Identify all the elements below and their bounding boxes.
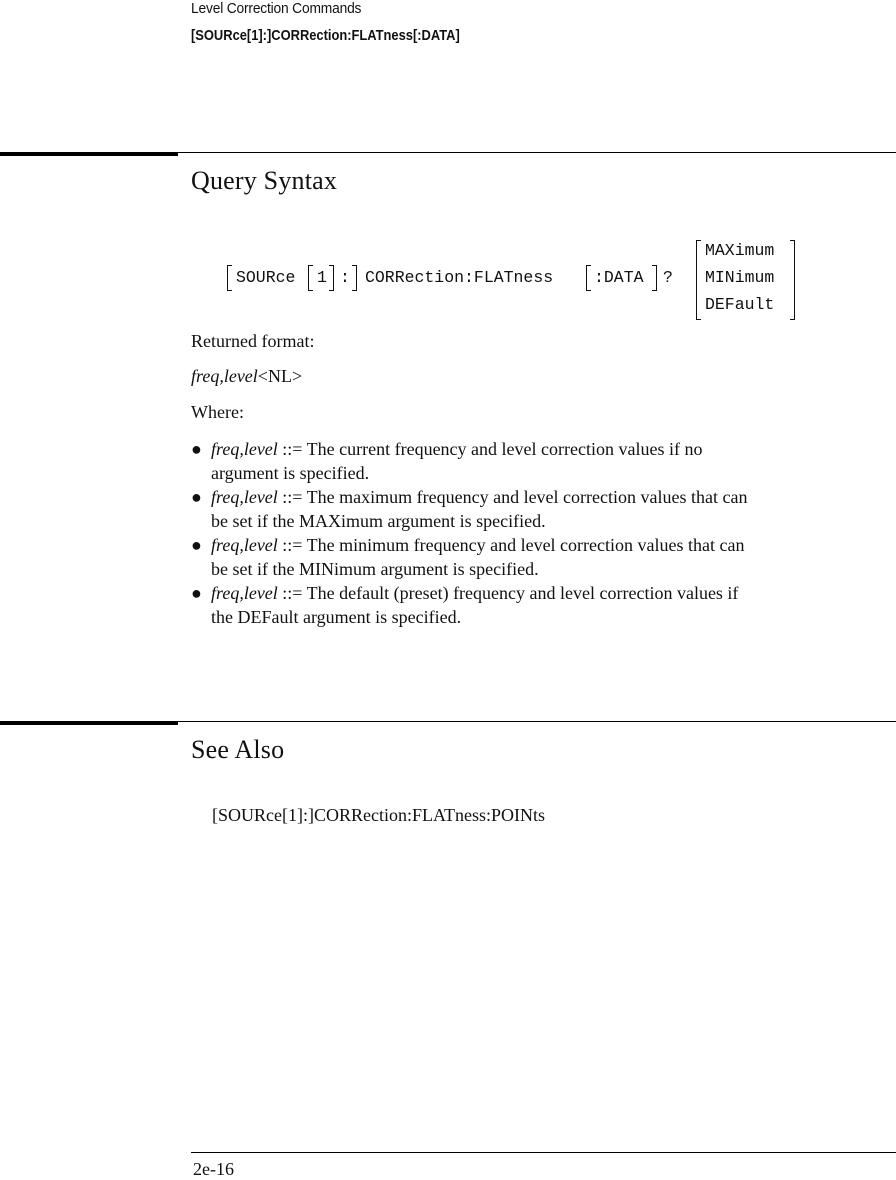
- bullet-icon: ●: [191, 583, 202, 603]
- bracket-open-data: [586, 265, 591, 291]
- item-term: freq,level: [211, 583, 278, 603]
- bullet-icon: ●: [191, 487, 202, 507]
- section-rule-thin: [178, 721, 896, 722]
- bracket-open-options: [696, 240, 701, 320]
- see-also-link[interactable]: [SOURce[1]:]CORRection:FLATness:POINts: [212, 805, 545, 825]
- list-item: [191, 485, 896, 533]
- bullet-icon: ●: [191, 439, 202, 459]
- returned-format-label: Returned format:: [191, 331, 315, 351]
- list-item: [191, 437, 896, 485]
- header-command: [SOURce[1]:]CORRection:FLATness[:DATA]: [191, 27, 460, 44]
- item-operator: ::=: [282, 439, 303, 459]
- item-operator: ::=: [282, 535, 303, 555]
- bracket-open-suffix: [308, 265, 313, 291]
- bracket-open-source: [227, 265, 232, 291]
- item-desc-line1: The minimum frequency and level correction values that can: [306, 535, 745, 555]
- bracket-close-suffix: [329, 265, 334, 291]
- bracket-close-data: [652, 265, 657, 291]
- item-desc-line1: The default (preset) frequency and level correction values if: [306, 583, 739, 603]
- section-rule-thin: [178, 152, 896, 153]
- item-desc-line2: be set if the MAXimum argument is specified.: [211, 511, 546, 531]
- item-desc-line1: The maximum frequency and level correction values that can: [306, 487, 748, 507]
- syntax-suffix: 1: [317, 268, 327, 287]
- syntax-data: :DATA: [594, 268, 644, 287]
- item-operator: ::=: [282, 583, 303, 603]
- list-item: [191, 581, 896, 629]
- footer-rule: [191, 1152, 896, 1153]
- returned-format-terminator: <NL>: [257, 366, 303, 386]
- bracket-close-options: [790, 240, 795, 320]
- page-number: 2e-16: [193, 1159, 234, 1179]
- item-term: freq,level: [211, 535, 278, 555]
- item-term: freq,level: [211, 487, 278, 507]
- query-syntax-title: Query Syntax: [191, 166, 338, 195]
- item-desc-line1: The current frequency and level correction values if no: [306, 439, 703, 459]
- item-term: freq,level: [211, 439, 278, 459]
- bullet-icon: ●: [191, 535, 202, 555]
- option-maximum: MAXimum: [705, 241, 775, 260]
- bracket-close-source: [352, 265, 357, 291]
- item-operator: ::=: [282, 487, 303, 507]
- item-desc-line2: be set if the MINimum argument is specified.: [211, 559, 539, 579]
- syntax-query-mark: ?: [663, 268, 673, 287]
- definition-list: [191, 437, 896, 629]
- option-minimum: MINimum: [705, 268, 775, 287]
- section-rule-thick: [0, 721, 178, 725]
- syntax-colon: :: [340, 268, 350, 287]
- section-rule-thick: [0, 152, 178, 156]
- see-also-title: See Also: [191, 735, 285, 764]
- list-item: [191, 533, 896, 581]
- item-desc-line2: the DEFault argument is specified.: [211, 607, 462, 627]
- returned-format-params: freq,level: [191, 366, 258, 386]
- where-label: Where:: [191, 402, 244, 422]
- returned-format-value: [191, 366, 302, 387]
- syntax-keyword: CORRection:FLATness: [365, 268, 554, 287]
- syntax-source: SOURce: [236, 268, 296, 287]
- item-desc-line2: argument is specified.: [211, 463, 370, 483]
- option-default: DEFault: [705, 295, 775, 314]
- header-category: Level Correction Commands: [191, 0, 362, 17]
